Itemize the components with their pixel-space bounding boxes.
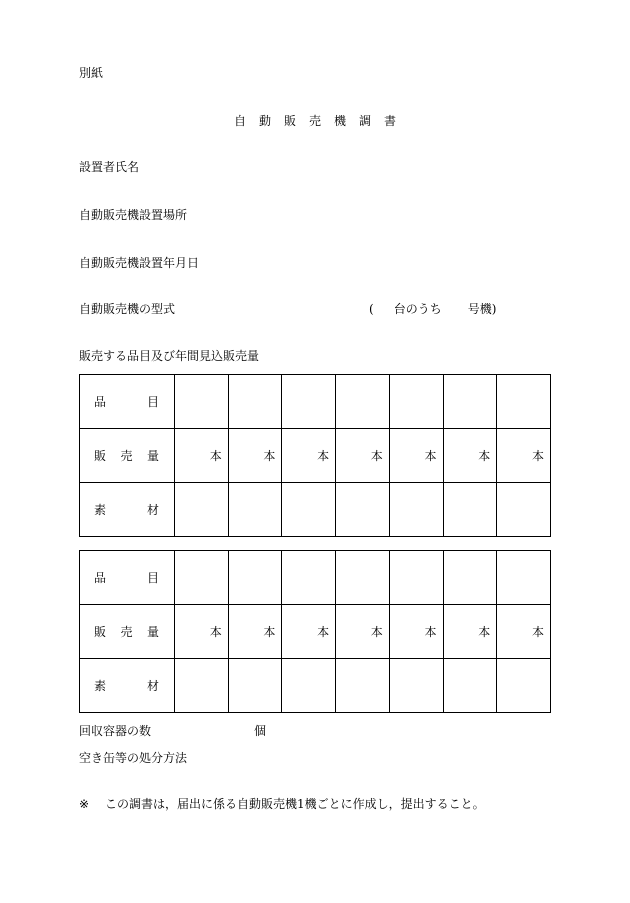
sales-qty-cell[interactable]: 本: [282, 429, 336, 483]
sales-qty-cell[interactable]: 本: [228, 605, 282, 659]
item-row: [80, 551, 551, 605]
item-cell[interactable]: [282, 375, 336, 429]
item-cell[interactable]: [443, 375, 497, 429]
material-row-label: [80, 483, 175, 537]
item-cell[interactable]: [389, 375, 443, 429]
recycle-count-label: 回収容器の数: [79, 724, 152, 738]
model-note-units-of: 台のうち: [393, 302, 442, 316]
sales-qty-cell[interactable]: 本: [389, 429, 443, 483]
material-cell[interactable]: [228, 483, 282, 537]
sales-char-1: 販: [94, 625, 107, 639]
sales-row-label: [80, 429, 175, 483]
document-title: 自動販売機調書: [233, 114, 409, 128]
material-cell[interactable]: [389, 483, 443, 537]
note-mark: ※: [79, 797, 90, 811]
sales-qty-cell[interactable]: 本: [175, 605, 229, 659]
recycle-count-unit: 個: [254, 724, 267, 738]
sales-qty-cell[interactable]: 本: [228, 429, 282, 483]
model-note-unit-no: 号機): [467, 302, 497, 316]
item-cell[interactable]: [175, 551, 229, 605]
note-text: この調書は，届出に係る自動販売機1機ごとに作成し，提出すること。: [105, 797, 485, 811]
sales-char-3: 量: [146, 625, 159, 639]
item-char-1: 品: [94, 571, 107, 585]
item-row-label: [80, 551, 175, 605]
material-char-2: 材: [146, 503, 159, 517]
material-cell[interactable]: [497, 659, 551, 713]
sales-row-label: [80, 605, 175, 659]
item-cell[interactable]: [175, 375, 229, 429]
item-char-2: 目: [146, 571, 159, 585]
material-cell[interactable]: [175, 659, 229, 713]
model-label: 自動販売機の型式: [79, 302, 176, 316]
sales-qty-cell[interactable]: 本: [336, 605, 390, 659]
sales-char-2: 売: [120, 625, 133, 639]
item-cell[interactable]: [336, 375, 390, 429]
material-char-2: 材: [146, 679, 159, 693]
material-cell[interactable]: [175, 483, 229, 537]
sales-char-3: 量: [146, 449, 159, 463]
material-row-label: [80, 659, 175, 713]
sales-qty-cell[interactable]: 本: [443, 429, 497, 483]
installer-name-label: 設置者氏名: [79, 160, 140, 174]
sales-char-2: 売: [120, 449, 133, 463]
material-char-1: 素: [94, 679, 107, 693]
sales-qty-cell[interactable]: 本: [497, 429, 551, 483]
model-unit-note: [369, 300, 496, 317]
material-cell[interactable]: [336, 659, 390, 713]
material-row: [80, 659, 551, 713]
material-char-1: 素: [94, 503, 107, 517]
disposal-method-label: 空き缶等の処分方法: [79, 751, 188, 765]
item-row-label: [80, 375, 175, 429]
item-cell[interactable]: [389, 551, 443, 605]
sales-qty-cell[interactable]: 本: [443, 605, 497, 659]
items-table-1: [79, 374, 551, 537]
item-cell[interactable]: [336, 551, 390, 605]
item-char-2: 目: [146, 395, 159, 409]
item-cell[interactable]: [228, 551, 282, 605]
material-cell[interactable]: [443, 483, 497, 537]
material-cell[interactable]: [282, 483, 336, 537]
item-cell[interactable]: [228, 375, 282, 429]
sales-qty-cell[interactable]: 本: [497, 605, 551, 659]
material-cell[interactable]: [336, 483, 390, 537]
footnote: [79, 795, 485, 812]
sales-qty-cell[interactable]: 本: [336, 429, 390, 483]
attachment-label: 別紙: [79, 66, 104, 80]
sales-char-1: 販: [94, 449, 107, 463]
model-note-open: (: [369, 302, 374, 316]
item-row: [80, 375, 551, 429]
item-cell[interactable]: [282, 551, 336, 605]
location-label: 自動販売機設置場所: [79, 208, 188, 222]
sales-row: [80, 429, 551, 483]
sales-row: [80, 605, 551, 659]
material-cell[interactable]: [443, 659, 497, 713]
material-cell[interactable]: [228, 659, 282, 713]
item-char-1: 品: [94, 395, 107, 409]
items-table-2: [79, 550, 551, 713]
sales-qty-cell[interactable]: 本: [389, 605, 443, 659]
item-cell[interactable]: [497, 375, 551, 429]
material-cell[interactable]: [497, 483, 551, 537]
item-cell[interactable]: [443, 551, 497, 605]
material-row: [80, 483, 551, 537]
material-cell[interactable]: [389, 659, 443, 713]
items-heading: 販売する品目及び年間見込販売量: [79, 349, 260, 363]
sales-qty-cell[interactable]: 本: [282, 605, 336, 659]
item-cell[interactable]: [497, 551, 551, 605]
install-date-label: 自動販売機設置年月日: [79, 256, 200, 270]
sales-qty-cell[interactable]: 本: [175, 429, 229, 483]
material-cell[interactable]: [282, 659, 336, 713]
